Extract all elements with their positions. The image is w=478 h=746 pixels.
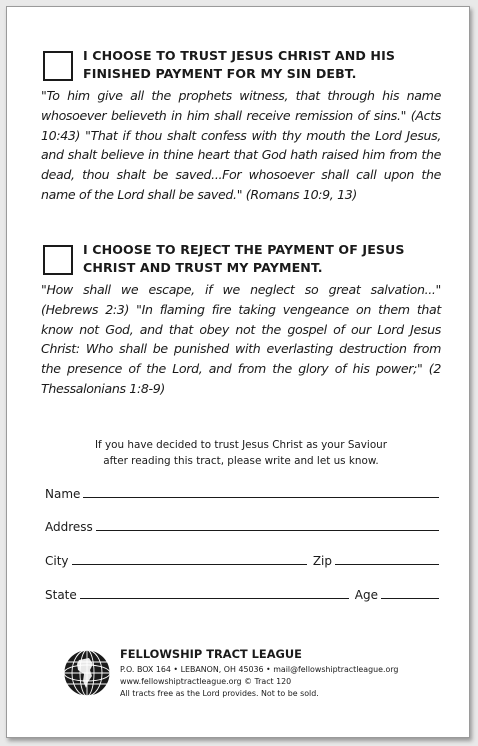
name-row <box>45 481 439 501</box>
city-zip-row <box>45 548 439 568</box>
tract-card <box>6 6 470 738</box>
org-notice: All tracts free as the Lord provides. Not to be sold. <box>120 689 319 698</box>
address-label: Address <box>45 520 93 534</box>
org-info <box>120 647 460 700</box>
accept-verse: "To him give all the prophets witness, that through his name whosoever believeth in him shall receive remission of sins." (Acts 10:43) "That if thou shalt confess with thy mouth the Lord Jesus, and shalt believe in thine heart that God hath raised him from the dead, thou shalt be saved...For whosoever shall call upon the name of the Lord shall be saved." (Romans 10:9, 13) <box>41 88 441 202</box>
accept-checkbox[interactable] <box>43 51 73 81</box>
state-field[interactable] <box>80 586 349 599</box>
city-label: City <box>45 554 69 568</box>
name-field[interactable] <box>83 485 439 498</box>
age-field[interactable] <box>381 586 439 599</box>
address-field[interactable] <box>96 518 439 531</box>
reject-heading: I CHOOSE TO REJECT THE PAYMENT OF JESUS CHRIST AND TRUST MY PAYMENT. <box>83 242 405 275</box>
state-age-row <box>45 582 439 602</box>
zip-field[interactable] <box>335 552 439 565</box>
accept-heading: I CHOOSE TO TRUST JESUS CHRIST AND HIS FINISHED PAYMENT FOR MY SIN DEBT. <box>83 48 396 81</box>
org-name: FELLOWSHIP TRACT LEAGUE <box>120 647 302 661</box>
org-web: www.fellowshiptractleague.org © Tract 120 <box>120 677 292 686</box>
city-field[interactable] <box>72 552 307 565</box>
address-row <box>45 514 439 534</box>
globe-logo-icon <box>62 648 112 698</box>
name-label: Name <box>45 487 81 501</box>
state-label: State <box>45 588 77 602</box>
reject-checkbox[interactable] <box>43 245 73 275</box>
zip-label: Zip <box>312 554 332 568</box>
reject-option <box>43 241 441 399</box>
response-intro <box>47 438 435 469</box>
response-intro-line2: after reading this tract, please write and let us know. <box>103 454 379 467</box>
reject-verse: "How shall we escape, if we neglect so great salvation..." (Hebrews 2:3) "In flaming fire taking vengeance on them that know not God, and that obey not the gospel of our Lord Jesus Christ: Who shall be punished with everlasting destruction from the presence of the Lord, and from the glory of his power;" (2 Thessalonians 1:8-9) <box>41 282 441 396</box>
org-address: P.O. BOX 164 • LEBANON, OH 45036 • mail@fellowshiptractleague.org <box>120 665 399 674</box>
accept-option <box>43 47 441 205</box>
age-label: Age <box>354 588 378 602</box>
response-intro-line1: If you have decided to trust Jesus Christ as your Saviour <box>94 439 388 451</box>
